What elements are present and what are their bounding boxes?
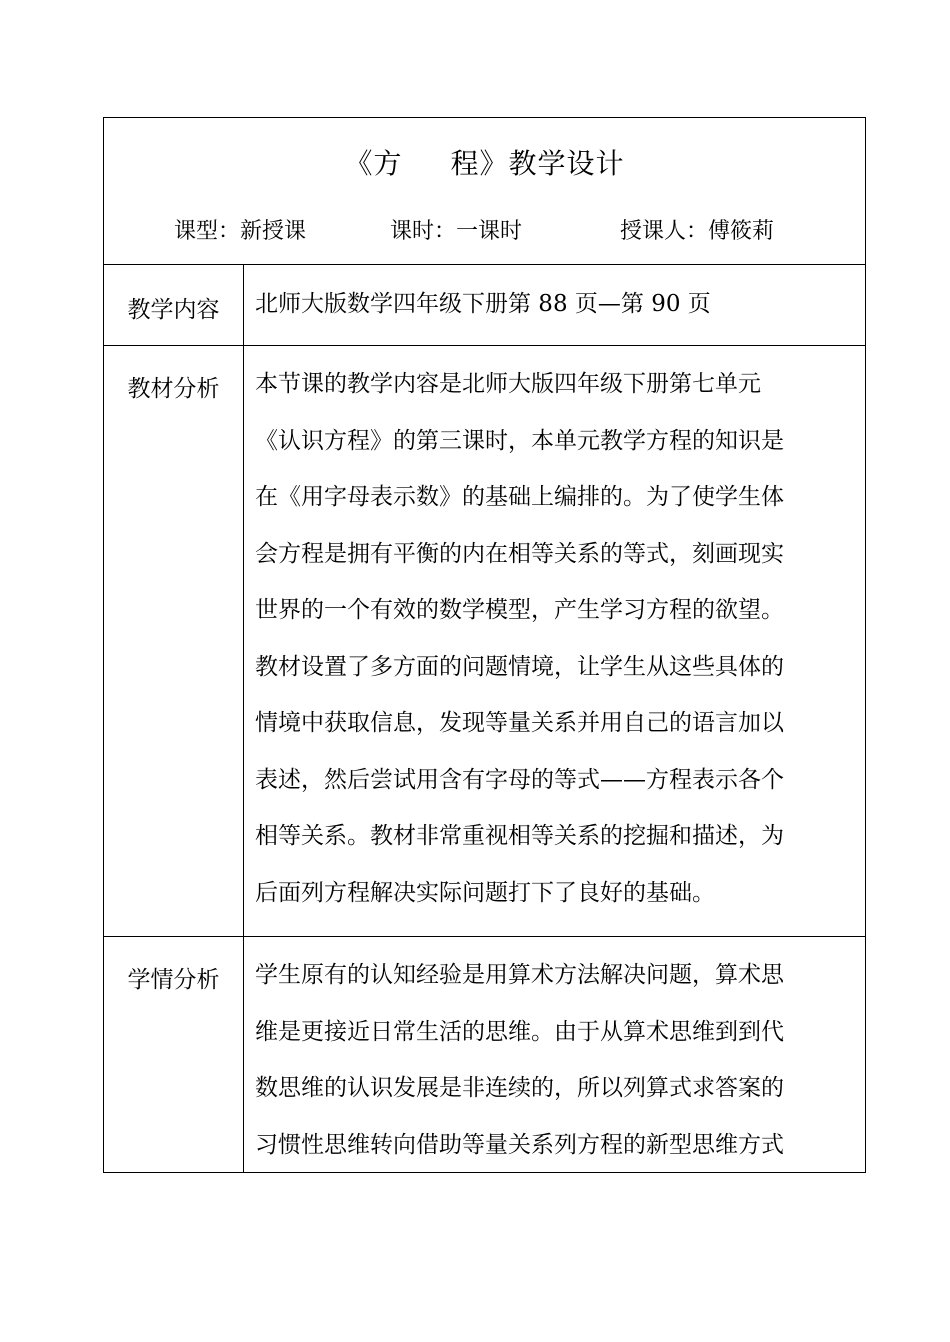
table-header [104,118,865,265]
row-teaching-content [104,265,865,346]
text-line: 情境中获取信息，发现等量关系并用自己的语言加以 [255,710,784,736]
text-line: 习惯性思维转向借助等量关系列方程的新型思维方式 [255,1131,784,1158]
text-line: 维是更接近日常生活的思维。由于从算术思维到到代 [255,1018,784,1045]
text-line: 数思维的认识发展是非连续的，所以列算式求答案的 [255,1075,784,1101]
text-line: 相等关系。教材非常重视相等关系的挖掘和描述，为 [255,823,784,849]
lesson-hours: 课时：一课时 [390,219,523,244]
row-label: 教材分析 [104,346,244,936]
document-title [104,142,865,182]
text-line: 学生原有的认知经验是用算术方法解决问题，算术思 [255,962,784,988]
text-line: 本节课的教学内容是北师大版四年级下册第七单元 [255,371,761,397]
row-textbook-analysis [104,346,865,937]
text-line: 世界的一个有效的数学模型，产生学习方程的欲望。 [255,597,784,623]
lesson-plan-table [103,117,866,1173]
text-line: 《认识方程》的第三课时，本单元教学方程的知识是 [255,427,784,454]
row-value [255,356,845,921]
text-line: 会方程是拥有平衡的内在相等关系的等式，刻画现实 [255,540,784,567]
row-value: 北师大版数学四年级下册第 88 页—第 90 页 [255,291,711,317]
row-label: 教学内容 [104,265,244,345]
row-label: 学情分析 [104,937,244,1172]
row-student-analysis [104,937,865,1172]
text-line: 教材设置了多方面的问题情境，让学生从这些具体的 [255,653,784,680]
row-value [255,947,845,1173]
text-line: 表述，然后尝试用含有字母的等式——方程表示各个 [255,766,784,793]
title-part-1: 《方 [344,147,403,180]
title-part-2: 程》教学设计 [450,147,625,180]
text-line: 在《用字母表示数》的基础上编排的。为了使学生体 [255,484,784,510]
teacher: 授课人：傅筱莉 [620,219,775,244]
course-type: 课型：新授课 [174,219,307,244]
text-line: 后面列方程解决实际问题打下了良好的基础。 [255,879,715,906]
